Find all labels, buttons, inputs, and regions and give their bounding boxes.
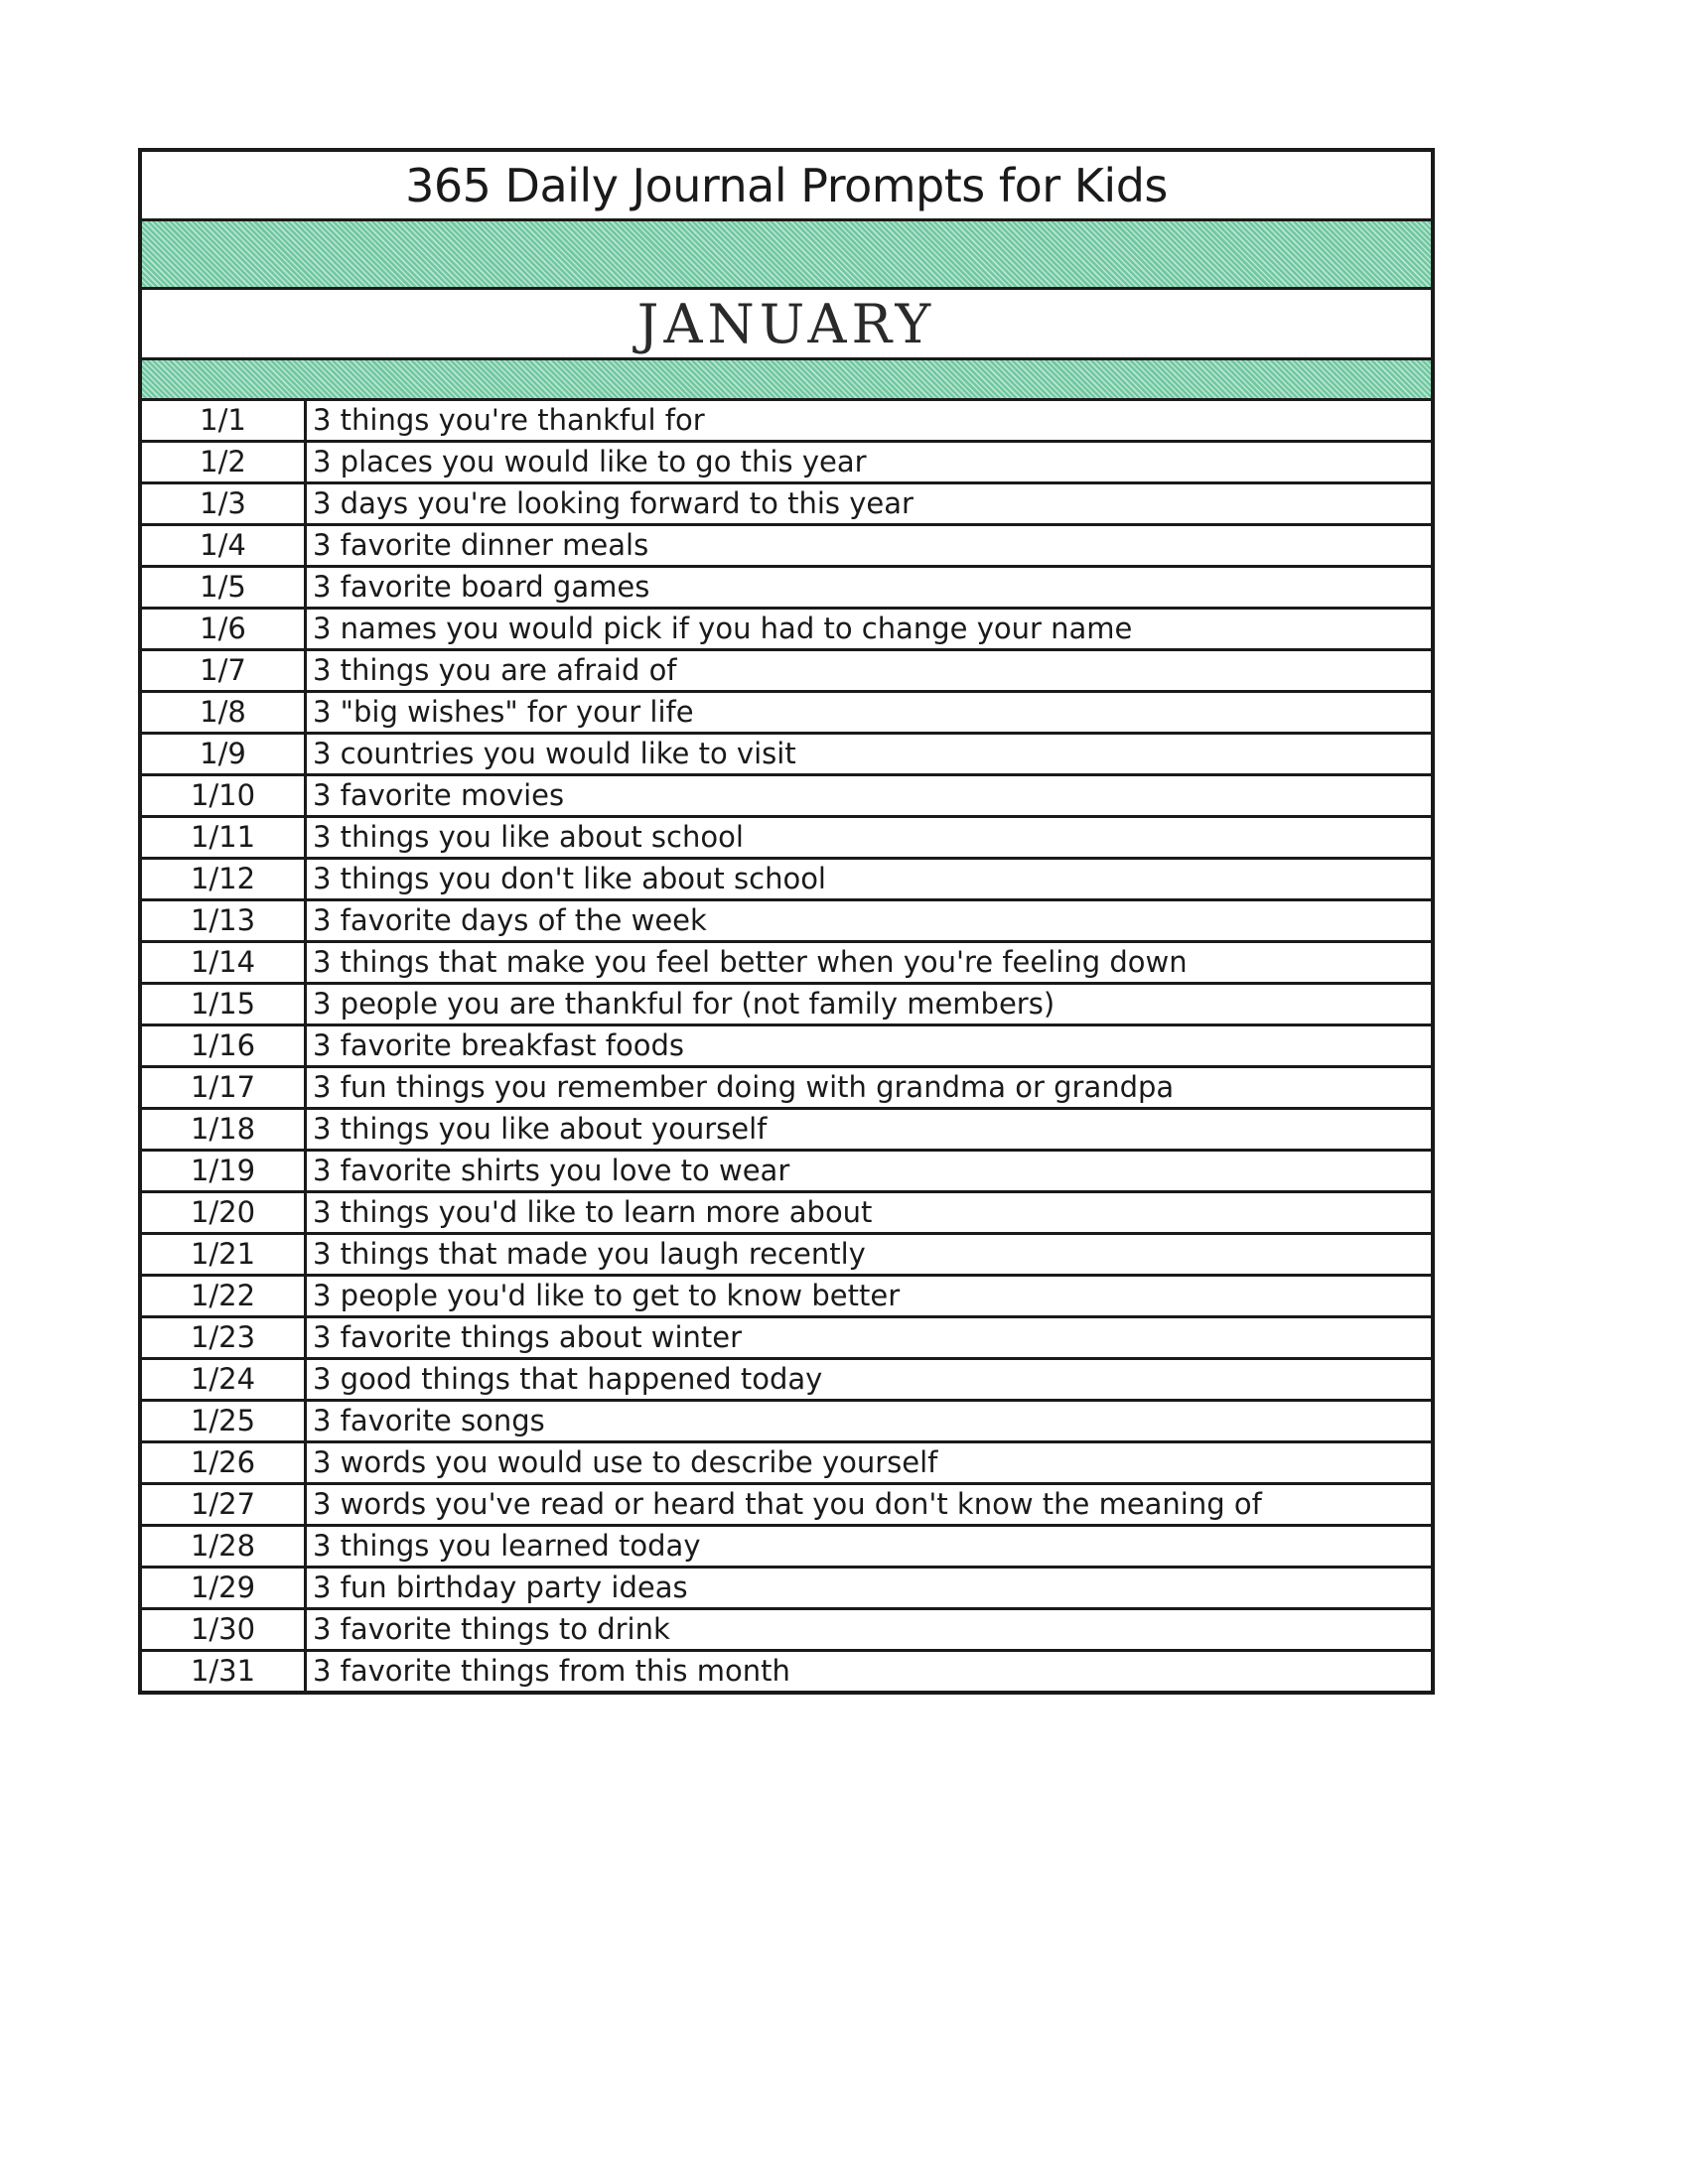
prompt-row: [142, 901, 1431, 943]
prompt-text: 3 favorite board games: [313, 570, 650, 604]
prompt-text: 3 things that made you laugh recently: [313, 1237, 866, 1271]
prompt-date: 1/6: [142, 610, 307, 648]
prompt-row: [142, 1443, 1431, 1485]
prompt-row: [142, 1610, 1431, 1652]
prompt-row: [142, 818, 1431, 860]
prompt-text: 3 favorite movies: [313, 778, 565, 812]
prompt-date: 1/13: [142, 901, 307, 940]
prompt-date: 1/20: [142, 1193, 307, 1232]
prompt-text: 3 things you don't like about school: [313, 862, 826, 895]
prompt-row: [142, 1569, 1431, 1610]
prompt-date: 1/9: [142, 735, 307, 773]
prompt-row: [142, 1152, 1431, 1193]
prompt-date: 1/21: [142, 1235, 307, 1274]
prompt-date: 1/18: [142, 1110, 307, 1149]
prompt-text: 3 people you are thankful for (not family members): [313, 987, 1055, 1021]
header-stripe: [142, 221, 1431, 290]
prompt-date: 1/23: [142, 1318, 307, 1357]
prompt-text: 3 names you would pick if you had to change your name: [313, 612, 1133, 645]
prompt-text: 3 countries you would like to visit: [313, 737, 796, 770]
prompt-text: 3 favorite shirts you love to wear: [313, 1154, 790, 1187]
prompt-date: 1/4: [142, 526, 307, 565]
prompt-row: [142, 860, 1431, 901]
prompt-text: 3 favorite songs: [313, 1404, 545, 1437]
prompt-row: [142, 1527, 1431, 1569]
prompt-text: 3 things you like about school: [313, 820, 744, 854]
prompt-row: [142, 1110, 1431, 1152]
prompt-date: 1/1: [142, 401, 307, 440]
prompt-text: 3 people you'd like to get to know better: [313, 1279, 901, 1312]
prompt-text: 3 favorite things about winter: [313, 1320, 743, 1354]
prompt-row: [142, 526, 1431, 568]
prompt-date: 1/25: [142, 1402, 307, 1440]
prompt-date: 1/3: [142, 484, 307, 523]
prompt-date: 1/16: [142, 1026, 307, 1065]
prompt-date: 1/27: [142, 1485, 307, 1524]
month-stripe: [142, 360, 1431, 401]
prompt-date: 1/29: [142, 1569, 307, 1607]
document-title: 365 Daily Journal Prompts for Kids: [142, 152, 1431, 221]
prompt-date: 1/30: [142, 1610, 307, 1649]
prompt-date: 1/19: [142, 1152, 307, 1190]
prompt-text: 3 things you are afraid of: [313, 653, 677, 687]
prompt-date: 1/28: [142, 1527, 307, 1566]
prompt-text: 3 fun birthday party ideas: [313, 1570, 688, 1604]
prompt-text: 3 favorite things from this month: [313, 1654, 790, 1688]
prompt-text: 3 places you would like to go this year: [313, 445, 867, 478]
month-heading: JANUARY: [142, 290, 1431, 360]
prompt-date: 1/31: [142, 1652, 307, 1691]
prompt-row: [142, 568, 1431, 610]
prompt-list: [142, 401, 1431, 1691]
prompt-row: [142, 443, 1431, 484]
prompt-text: 3 things you're thankful for: [313, 403, 705, 437]
prompt-date: 1/12: [142, 860, 307, 898]
prompt-row: [142, 776, 1431, 818]
prompt-date: 1/17: [142, 1068, 307, 1107]
prompt-date: 1/5: [142, 568, 307, 607]
prompt-row: [142, 943, 1431, 985]
prompt-row: [142, 610, 1431, 651]
prompt-date: 1/7: [142, 651, 307, 690]
prompt-row: [142, 1235, 1431, 1277]
prompt-row: [142, 985, 1431, 1026]
prompt-row: [142, 693, 1431, 735]
prompt-date: 1/26: [142, 1443, 307, 1482]
prompt-text: 3 things you'd like to learn more about: [313, 1195, 873, 1229]
prompt-text: 3 favorite things to drink: [313, 1612, 670, 1646]
prompt-row: [142, 735, 1431, 776]
prompt-row: [142, 1318, 1431, 1360]
prompt-date: 1/8: [142, 693, 307, 732]
prompt-row: [142, 1402, 1431, 1443]
prompt-row: [142, 401, 1431, 443]
prompt-date: 1/24: [142, 1360, 307, 1399]
prompt-row: [142, 1026, 1431, 1068]
prompt-date: 1/2: [142, 443, 307, 481]
prompt-text: 3 words you would use to describe yourself: [313, 1445, 938, 1479]
prompt-text: 3 favorite days of the week: [313, 903, 707, 937]
prompt-row: [142, 1193, 1431, 1235]
prompt-date: 1/11: [142, 818, 307, 857]
journal-prompts-table: [138, 148, 1435, 1695]
prompt-date: 1/10: [142, 776, 307, 815]
prompt-text: 3 things you learned today: [313, 1529, 701, 1563]
prompt-text: 3 favorite dinner meals: [313, 528, 649, 562]
prompt-row: [142, 1360, 1431, 1402]
prompt-text: 3 good things that happened today: [313, 1362, 823, 1396]
prompt-row: [142, 1068, 1431, 1110]
prompt-row: [142, 651, 1431, 693]
prompt-text: 3 things that make you feel better when you're feeling down: [313, 945, 1188, 979]
prompt-date: 1/14: [142, 943, 307, 982]
prompt-date: 1/22: [142, 1277, 307, 1315]
prompt-row: [142, 1277, 1431, 1318]
prompt-text: 3 fun things you remember doing with grandma or grandpa: [313, 1070, 1175, 1104]
prompt-text: 3 "big wishes" for your life: [313, 695, 694, 729]
prompt-row: [142, 1652, 1431, 1691]
prompt-row: [142, 484, 1431, 526]
prompt-text: 3 favorite breakfast foods: [313, 1028, 684, 1062]
prompt-text: 3 words you've read or heard that you don't know the meaning of: [313, 1487, 1262, 1521]
prompt-row: [142, 1485, 1431, 1527]
prompt-text: 3 days you're looking forward to this year: [313, 486, 914, 520]
prompt-text: 3 things you like about yourself: [313, 1112, 768, 1146]
prompt-date: 1/15: [142, 985, 307, 1024]
